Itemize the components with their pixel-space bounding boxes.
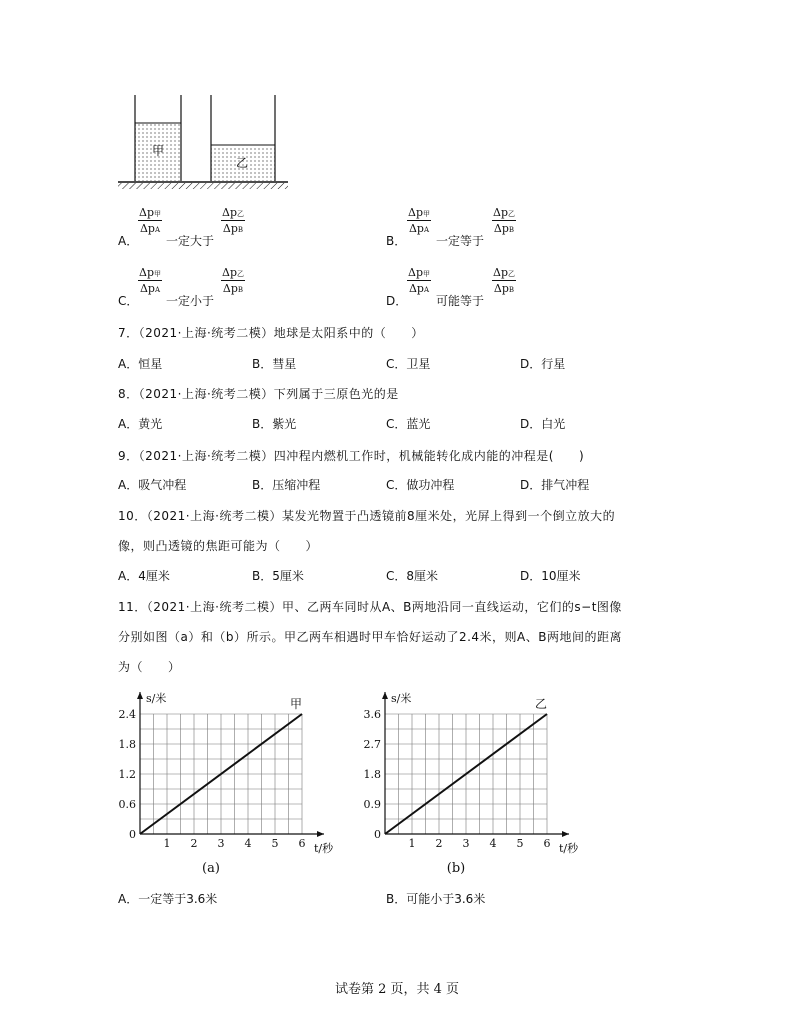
x-tick-label: 1 — [163, 837, 171, 850]
y-axis-label: s/米 — [391, 692, 412, 705]
containers-diagram — [110, 95, 295, 195]
q11-stem-line3: 为（ ） — [118, 660, 181, 674]
q7-option-c[interactable]: C．卫星 — [386, 357, 431, 371]
q10-option-b[interactable]: B．5厘米 — [252, 569, 304, 583]
option-letter: A． — [118, 234, 139, 248]
q10-option-c[interactable]: C．8厘米 — [386, 569, 439, 583]
y-tick-label: 1.8 — [363, 768, 381, 781]
option-letter: C． — [118, 294, 139, 308]
q11-option-b[interactable]: B．可能小于3.6米 — [386, 892, 486, 906]
q8-option-a[interactable]: A．黄光 — [118, 417, 163, 431]
q9-stem: 9．（2021·上海·统考二模）四冲程内燃机工作时，机械能转化成内能的冲程是( ) — [118, 449, 585, 463]
y-tick-label: 0 — [129, 828, 136, 841]
q8-stem: 8．（2021·上海·统考二模）下列属于三原色光的是 — [118, 387, 399, 401]
fraction-right: Δp乙 ΔpB — [222, 266, 244, 295]
x-tick-label: 6 — [543, 837, 551, 850]
q7-option-a[interactable]: A．恒星 — [118, 357, 163, 371]
x-axis-label: t/秒 — [314, 842, 334, 855]
q9-option-c[interactable]: C．做功冲程 — [386, 478, 455, 492]
q10-stem-line2: 像，则凸透镜的焦距可能为（ ） — [118, 539, 319, 553]
y-tick-label: 0 — [374, 828, 381, 841]
q8-option-b[interactable]: B．紫光 — [252, 417, 297, 431]
x-tick-label: 3 — [217, 837, 225, 850]
q11-option-a[interactable]: A．一定等于3.6米 — [118, 892, 218, 906]
fraction-left: Δp甲 ΔpA — [408, 266, 430, 295]
page-footer: 试卷第 2 页，共 4 页 — [334, 982, 460, 997]
x-tick-label: 5 — [516, 837, 524, 850]
x-axis-arrow — [562, 831, 569, 837]
q9-option-b[interactable]: B．压缩冲程 — [252, 478, 321, 492]
y-axis-arrow — [382, 692, 388, 699]
q7-option-d[interactable]: D．行星 — [520, 357, 566, 371]
q11-stem-line1: 11．（2021·上海·统考二模）甲、乙两车同时从A、B两地沿同一直线运动，它们的s−t图像 — [118, 600, 622, 614]
y-axis-arrow — [137, 692, 143, 699]
chart-caption: (a) — [202, 861, 220, 876]
x-tick-label: 3 — [462, 837, 470, 850]
container-jia — [135, 95, 181, 181]
q8-option-c[interactable]: C．蓝光 — [386, 417, 431, 431]
fraction-right: Δp乙 ΔpB — [493, 266, 515, 295]
q10-option-a[interactable]: A．4厘米 — [118, 569, 170, 583]
x-tick-label: 4 — [489, 837, 497, 850]
x-tick-label: 5 — [271, 837, 279, 850]
fraction-right: Δp乙 ΔpB — [493, 206, 515, 235]
fraction-right: Δp乙 ΔpB — [222, 206, 244, 235]
q7-stem: 7．（2021·上海·统考二模）地球是太阳系中的（ ） — [118, 326, 424, 340]
y-tick-label: 0.9 — [363, 798, 381, 811]
container-label-yi: 乙 — [236, 156, 249, 170]
series-label: 乙 — [534, 697, 548, 711]
relation-text: 一定等于 — [436, 234, 485, 248]
q8-option-d[interactable]: D．白光 — [520, 417, 566, 431]
container-yi — [211, 95, 275, 181]
q10-option-d[interactable]: D．10厘米 — [520, 569, 581, 583]
y-tick-label: 2.4 — [118, 708, 136, 721]
x-axis-label: t/秒 — [559, 842, 579, 855]
q9-option-a[interactable]: A．吸气冲程 — [118, 478, 187, 492]
y-tick-label: 2.7 — [363, 738, 381, 751]
relation-text: 一定小于 — [166, 294, 215, 308]
x-tick-label: 2 — [435, 837, 443, 850]
x-tick-label: 2 — [190, 837, 198, 850]
y-axis-label: s/米 — [146, 692, 167, 705]
chart-b — [355, 688, 595, 878]
series-label: 甲 — [289, 697, 303, 711]
fraction-left: Δp甲 ΔpA — [139, 266, 161, 295]
relation-text: 一定大于 — [166, 234, 215, 248]
q11-stem-line2: 分别如图（a）和（b）所示。甲乙两车相遇时甲车恰好运动了2.4米，则A、B两地间的距离 — [118, 630, 622, 644]
x-axis-arrow — [317, 831, 324, 837]
fraction-left: Δp甲 ΔpA — [139, 206, 161, 235]
q7-option-b[interactable]: B．彗星 — [252, 357, 297, 371]
y-tick-label: 3.6 — [363, 708, 381, 721]
q9-option-d[interactable]: D．排气冲程 — [520, 478, 590, 492]
fraction-left: Δp甲 ΔpA — [408, 206, 430, 235]
x-tick-label: 6 — [298, 837, 306, 850]
q10-stem-line1: 10．（2021·上海·统考二模）某发光物置于凸透镜前8厘米处，光屏上得到一个倒立放大的 — [118, 509, 616, 523]
container-label-jia: 甲 — [152, 144, 165, 158]
y-tick-label: 1.8 — [118, 738, 136, 751]
y-tick-label: 0.6 — [118, 798, 136, 811]
x-tick-label: 4 — [244, 837, 252, 850]
chart-a — [110, 688, 340, 878]
option-letter: B． — [386, 234, 407, 248]
y-tick-label: 1.2 — [118, 768, 136, 781]
x-tick-label: 1 — [408, 837, 416, 850]
relation-text: 可能等于 — [436, 294, 485, 308]
ground — [118, 182, 288, 189]
chart-caption: (b) — [446, 861, 466, 876]
option-letter: D． — [386, 294, 408, 308]
